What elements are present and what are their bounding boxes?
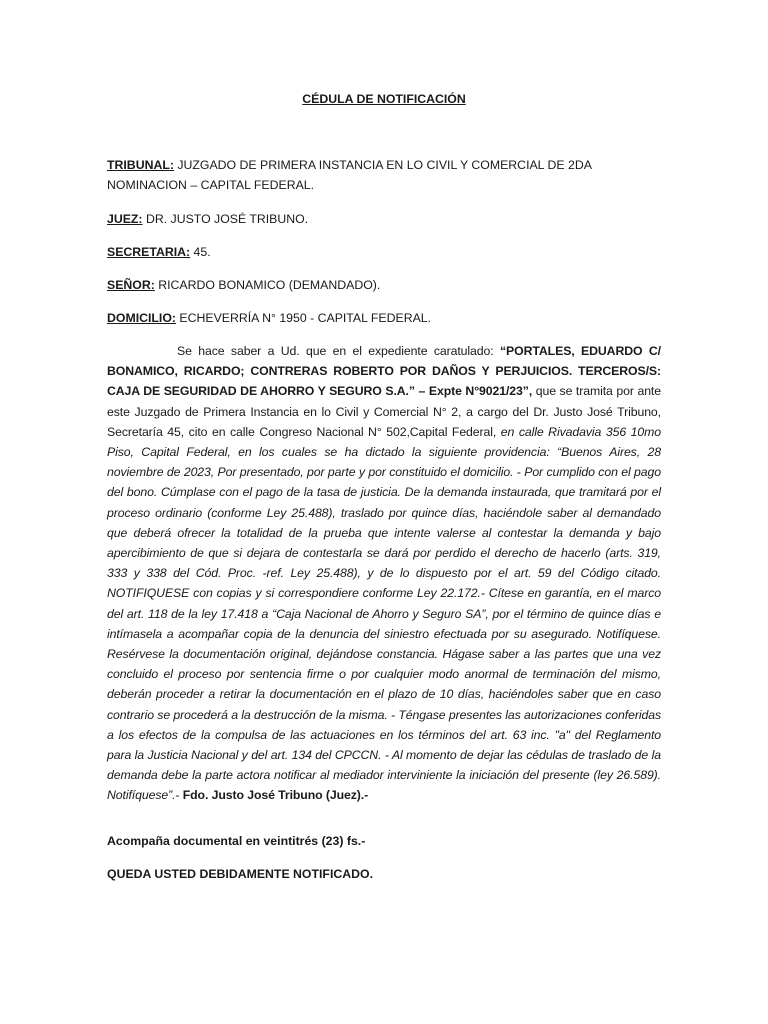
juez-value: DR. JUSTO JOSÉ TRIBUNO. xyxy=(145,212,309,226)
secretaria-label: SECRETARIA: xyxy=(107,245,191,259)
body-separator: - xyxy=(175,788,183,803)
domicilio-field xyxy=(107,308,663,328)
juez-field xyxy=(107,209,663,229)
juez-label: JUEZ: xyxy=(107,212,143,226)
document-title: CÉDULA DE NOTIFICACIÓN xyxy=(302,92,466,106)
tribunal-label: TRIBUNAL: xyxy=(107,158,174,172)
domicilio-label: DOMICILIO: xyxy=(107,311,176,325)
secretaria-field xyxy=(107,242,663,262)
senor-label: SEÑOR: xyxy=(107,278,155,292)
case-caption: “PORTALES, EDUARDO C/ BONAMICO, RICARDO; CONTRERAS ROBERTO POR DAÑOS Y PERJUICIOS. TERCEROS/S: CAJA DE SEGURIDAD DE AHORRO Y SEGURO S.A.” – Expte N°9021/23”, xyxy=(107,344,661,399)
senor-value: RICARDO BONAMICO (DEMANDADO). xyxy=(158,278,381,292)
senor-field xyxy=(107,275,663,295)
body-intro: Se hace saber a Ud. que en el expediente caratulado: xyxy=(177,344,500,358)
court-order-text: en calle Rivadavia 356 10mo Piso, Capital Federal, en los cuales se ha dictado la siguiente providencia: “Buenos Aires, 28 noviembre de 2023, Por presentado, por parte y por constituido el domicilio. - Por cumplido con el pago del bono. Cúmplase con el pago de la tasa de justicia. De la demanda instaurada, que tramitará por el proceso ordinario (conforme Ley 25.488), traslado por quince días, haciéndole saber al demandado que deberá ofrecer la totalidad de la prueba que intente valerse al contestar la demanda y bajo apercibimiento de que si dejara de contestarla se dará por perdido el derecho de hacerlo (arts. 319, 333 y 338 del Cód. Proc. -ref. Ley 25.488), y de lo dispuesto por el art. 59 del Código citado. NOTIFIQUESE con copias y si correspondiere conforme Ley 22.172.- Cítese en garantía, en el marco del art. 118 de la ley 17.418 a “Caja Nacional de Ahorro y Seguro SA”, por el término de quince días e intímasela a acompañar copia de la denuncia del siniestro efectuada por su asegurado. Notifíquese. Resérvese la documentación original, dejándose constancia. Hágase saber a las partes que una vez concluido el proceso por sentencia firme o por cualquier modo anormal de terminación del mismo, deberán proceder a retirar la documentación en el plazo de 10 días, haciéndoles saber que en caso contrario se procederá a la destrucción de la misma. - Téngase presentes las autorizaciones conferidas a los efectos de la compulsa de las actuaciones en los términos del art. 63 inc. "a" del Reglamento para la Justicia Nacional y del art. 134 del CPCCN. - Al momento de dejar las cédulas de traslado de la demanda debe la parte actora notificar al mediador interviniente la iniciación del presente (ley 26.589). Notifíquese”. xyxy=(107,424,661,803)
notified-closing-line: QUEDA USTED DEBIDAMENTE NOTIFICADO. xyxy=(107,867,373,881)
body-tramite: que se tramita por ante este Juzgado de Primera Instancia en lo Civil y Comercial N° 2, a cargo del Dr. Justo José Tribuno, Secretaría 45, cito en calle Congreso Nacional N° 502,Capital Federal, xyxy=(107,384,661,439)
judge-signature: Fdo. Justo José Tribuno (Juez).- xyxy=(182,788,369,803)
domicilio-value: ECHEVERRÍA N° 1950 - CAPITAL FEDERAL. xyxy=(179,311,432,325)
attached-documents-line: Acompaña documental en veintitrés (23) fs.- xyxy=(107,834,366,848)
tribunal-field xyxy=(107,155,663,195)
notification-body xyxy=(107,341,661,806)
secretaria-value: 45. xyxy=(193,245,211,259)
tribunal-value: JUZGADO DE PRIMERA INSTANCIA EN LO CIVIL Y COMERCIAL DE 2DA NOMINACION – CAPITAL FEDERAL. xyxy=(107,158,592,192)
